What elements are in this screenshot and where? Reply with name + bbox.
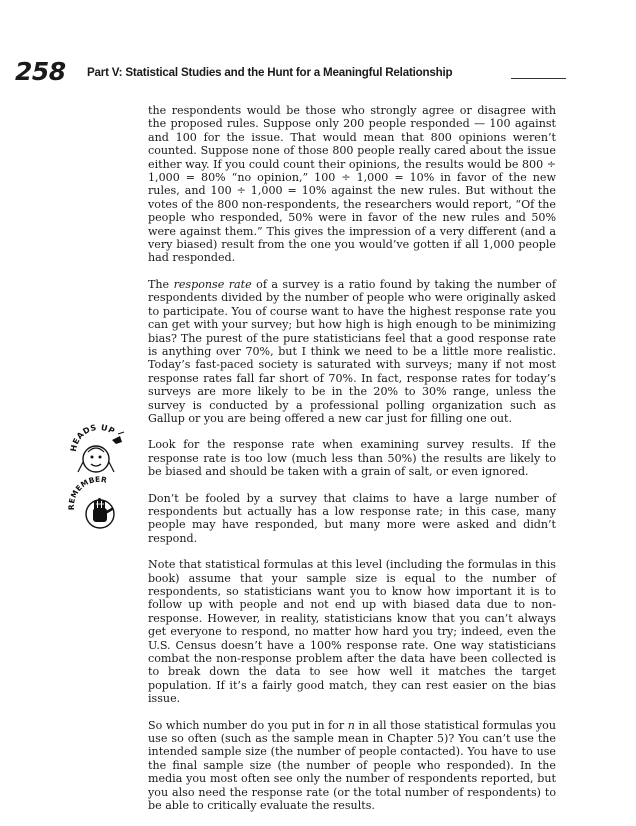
header-rule <box>511 78 566 79</box>
remember-paragraph: Don’t be fooled by a survey that claims to have a large number of respondents but actually has a low response rate; in this case, many people may have responded, but many more were asked and didn’t respond. <box>148 491 556 545</box>
body-text <box>148 104 556 826</box>
response-rate-term: response rate <box>173 277 252 291</box>
paragraph-1: the respondents would be those who strongly agree or disagree with the proposed rules. Suppose only 200 people responded — 100 against and 100 for the issue. That would mean that 800 opinions weren’t counted. Suppose none of those 800 people really cared about the issue either way. If you could count their opinions, the results would be 800 ÷ 1,000 = 80% “no opinion,” 100 ÷ 1,000 = 10% in favor of the new rules, and 100 ÷ 1,000 = 10% against the new rules. But without the votes of the 800 non-respondents, the researchers would report, “Of the people who responded, 50% were in favor of the new rules and 50% were against them.” This gives the impression of a very different (and a very biased) result from the one you would’ve gotten if all 1,000 people had responded. <box>148 104 556 265</box>
running-head: Part V: Statistical Studies and the Hunt for a Meaningful Relationship <box>87 66 453 79</box>
page-header <box>15 57 615 89</box>
heads-up-paragraph: Look for the response rate when examining survey results. If the response rate is too low (much less than 50%) the results are likely to be biased and should be taken with a grain of salt, or even ignored. <box>148 438 556 479</box>
paragraph-6: So which number do you put in for n in all those statistical formulas you use so often (such as the sample mean in Chapter 5)? You can’t use the intended sample size (the number of people contacted). You have to use the final sample size (the number of people who responded). In the media you most often see only the number of respondents reported, but you also need the response rate (or the total number of respondents) to be able to critically evaluate the results. <box>148 718 556 813</box>
page-number: 258 <box>15 57 66 86</box>
remember-label: REMEMBER <box>66 475 108 510</box>
paragraph-5: Note that statistical formulas at this level (including the formulas in this book) assume that your sample size is equal to the number of respondents, so statisticians want you to know how important it is to follow up with people and not end up with biased data due to non-response. However, in reality, statisticians know that you can’t always get everyone to respond, no matter how hard you try; indeed, even the U.S. Census doesn’t have a 100% response rate. One way statisticians combat the non-response problem after the data have been collected is to break down the data to see how well it matches the target population. If it’s a fairly good match, they can rest easier on the bias issue. <box>148 558 556 706</box>
heads-up-label: HEADS UP <box>68 423 117 453</box>
paragraph-2: The response rate of a survey is a ratio found by taking the number of respondents divided by the number of people who were originally asked to participate. You of course want to have the highest response rate you can get with your survey; but how high is high enough to be minimizing bias? The purest of the pure statisticians feel that a good response rate is anything over 70%, but I think we need to be a little more realistic. Today’s fast-paced society is saturated with surveys; many if not most response rates fall far short of 70%. In fact, response rates for today’s surveys are more likely to be in the 20% to 30% range, unless the survey is conducted by a professional polling organization such as Gallup or you are being offered a new car just for filling one out. <box>148 277 557 425</box>
variable-n: n <box>347 718 355 732</box>
heads-up-icon <box>66 422 132 478</box>
remember-icon <box>66 476 132 534</box>
